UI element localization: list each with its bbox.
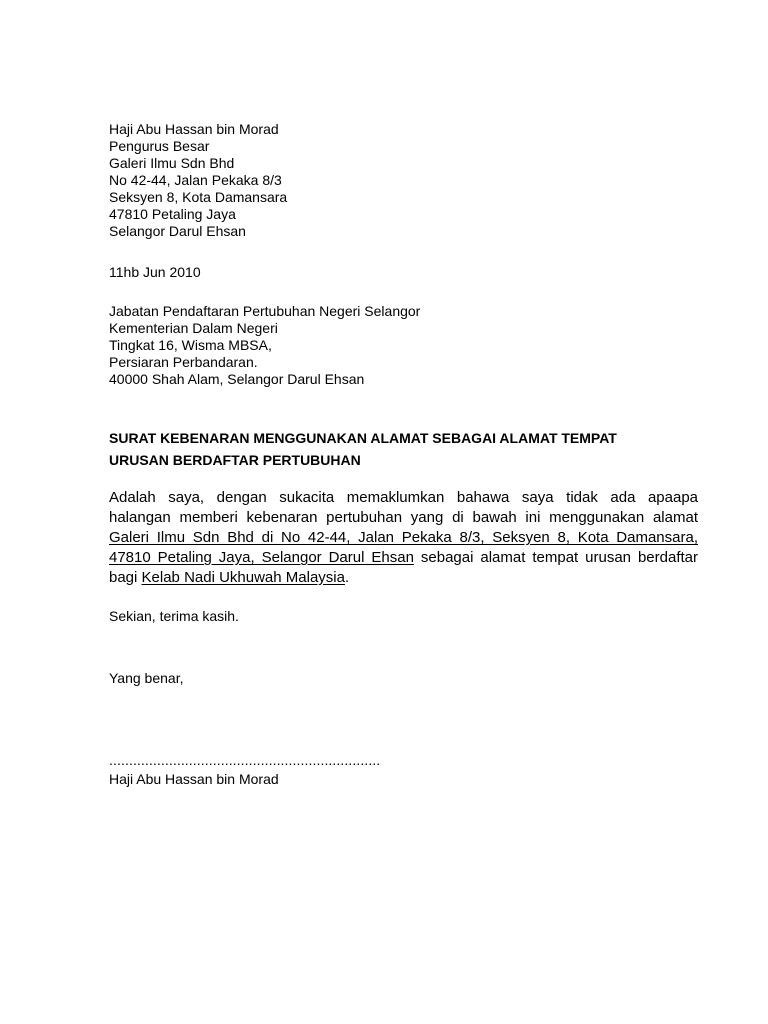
recipient-floor: Tingkat 16, Wisma MBSA, [109,337,272,353]
recipient-address [109,303,698,388]
valediction-text: Yang benar, [109,670,184,686]
body-line-2: halangan memberi kebenaran pertubuhan yang di bawah ini menggunakan alamat [109,509,698,526]
letter-valediction [109,670,698,687]
body-line-5 [109,568,698,588]
underlined-organization-name: Kelab Nadi Ukhuwah Malaysia [141,569,345,586]
sender-state: Selangor Darul Ehsan [109,223,246,239]
underlined-address-part-2: 47810 Petaling Jaya, Selangor Darul Ehsan [109,549,414,566]
underlined-address-part-1: Galeri Ilmu Sdn Bhd di No 42-44, Jalan Pekaka 8/3, Seksyen 8, Kota Damansara, [109,529,698,546]
body-line-4-rest: sebagai alamat tempat urusan berdaftar [413,549,698,566]
recipient-city: 40000 Shah Alam, Selangor Darul Ehsan [109,371,365,387]
body-line-1: Adalah saya, dengan sukacita memaklumkan bahawa saya tidak ada apaapa [109,489,698,506]
date-text: 11hb Jun 2010 [109,264,201,280]
letter-body [109,488,698,588]
sender-city: 47810 Petaling Jaya [109,206,236,222]
signatory-name: Haji Abu Hassan bin Morad [109,771,279,787]
signature-line [109,752,698,769]
body-line-5-prefix: bagi [109,569,142,586]
letter-closing [109,608,698,625]
closing-text: Sekian, terima kasih. [109,608,239,624]
sender-area: Seksyen 8, Kota Damansara [109,189,288,205]
recipient-department: Jabatan Pendaftaran Pertubuhan Negeri Selangor [109,303,421,319]
body-line-4 [109,548,698,568]
recipient-ministry: Kementerian Dalam Negeri [109,320,278,336]
letter-subject [109,427,698,471]
sender-company: Galeri Ilmu Sdn Bhd [109,155,235,171]
sender-name: Haji Abu Hassan bin Morad [109,121,279,137]
recipient-street: Persiaran Perbandaran. [109,354,258,370]
body-line-3 [109,528,698,548]
letter-date [109,264,698,281]
body-line-5-suffix: . [344,569,350,586]
sender-street: No 42-44, Jalan Pekaka 8/3 [109,172,282,188]
subject-line-2: URUSAN BERDAFTAR PERTUBUHAN [109,452,361,468]
signature-dots: .................................................................... [109,752,381,768]
subject-line-1: SURAT KEBENARAN MENGGUNAKAN ALAMAT SEBAGAI ALAMAT TEMPAT [109,430,617,446]
signature-block [109,771,698,788]
sender-address [109,121,698,240]
sender-title: Pengurus Besar [109,138,210,154]
